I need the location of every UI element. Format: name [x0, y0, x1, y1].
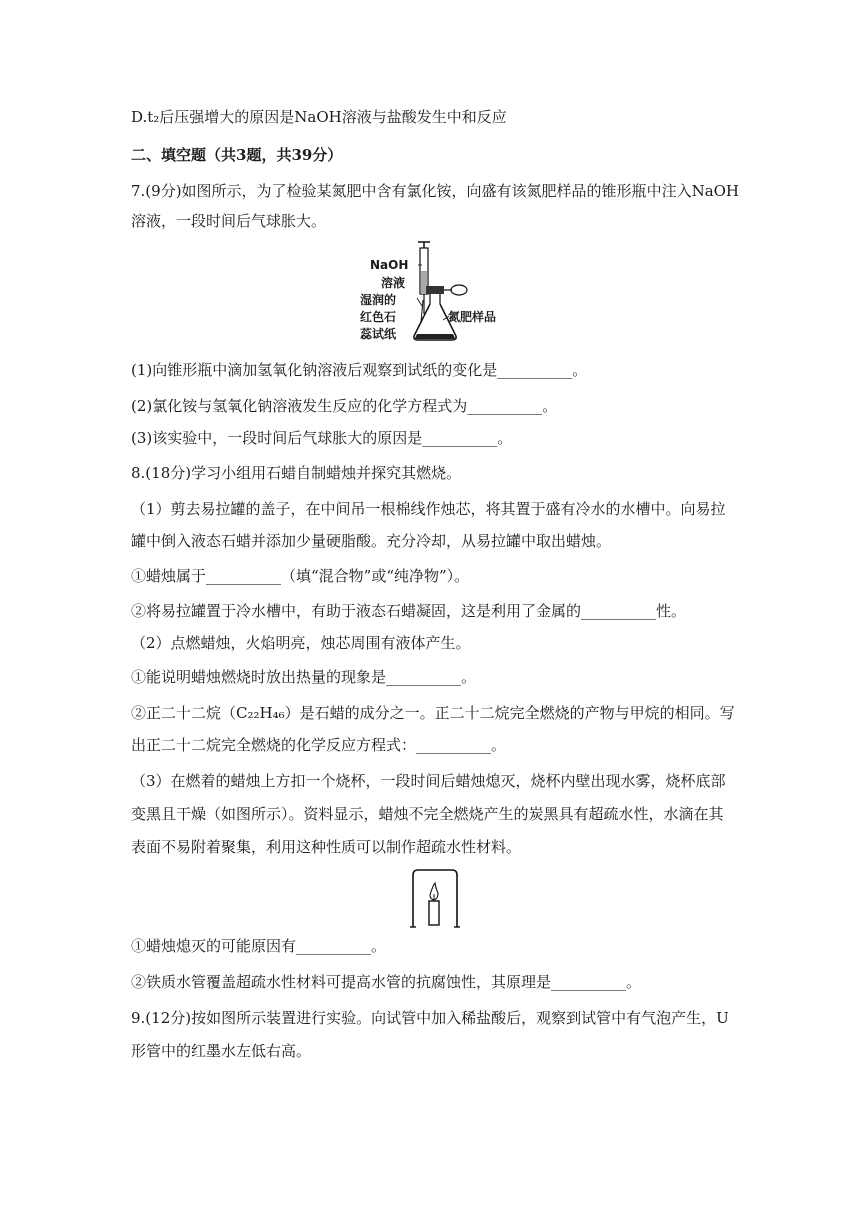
label-fertilizer-sample: 氮肥样品 [448, 310, 497, 324]
question-7-part-1: (1)向锥形瓶中滴加氢氧化钠溶液后观察到试纸的变化是__________。 [131, 361, 588, 379]
label-paper-line-1: 湿润的 [360, 293, 397, 307]
label-paper-line-2: 红色石 [360, 310, 397, 324]
question-8-part-2-q2-line-1: ②正二十二烷（C₂₂H₄₆）是石蜡的成分之一。正二十二烷完全燃烧的产物与甲烷的相同。写 [131, 704, 735, 722]
question-9-stem-line-1: 9.(12分)按如图所示装置进行实验。向试管中加入稀盐酸后，观察到试管中有气泡产生，U [131, 1009, 729, 1027]
question-8-part-3-q2: ②铁质水管覆盖超疏水性材料可提高水管的抗腐蚀性，其原理是__________。 [131, 973, 642, 991]
question-7-part-2: (2)氯化铵与氢氧化钠溶液发生反应的化学方程式为__________。 [131, 397, 558, 415]
candle-beaker-drawing [409, 867, 461, 931]
question-7-part-3: (3)该实验中，一段时间后气球胀大的原因是__________。 [131, 429, 513, 447]
question-8-part-1-q1: ①蜡烛属于__________（填“混合物”或“纯净物”）。 [131, 567, 470, 585]
question-8-part-1-q2: ②将易拉罐置于冷水槽中，有助于液态石蜡凝固，这是利用了金属的__________性。 [131, 602, 687, 620]
question-7-stem-line-1: 7.(9分)如图所示，为了检验某氮肥中含有氯化铵，向盛有该氮肥样品的锥形瓶中注入NaOH [131, 182, 740, 200]
question-8-stem: 8.(18分)学习小组用石蜡自制蜡烛并探究其燃烧。 [131, 464, 462, 482]
question-8-part-2: （2）点燃蜡烛，火焰明亮，烛芯周围有液体产生。 [131, 634, 471, 652]
question-8-part-3-line-2: 变黑且干燥（如图所示）。资料显示，蜡烛不完全燃烧产生的炭黑具有超疏水性，水滴在其 [131, 805, 724, 823]
label-solution: 溶液 [381, 276, 406, 290]
question-8-part-3-q1: ①蜡烛熄灭的可能原因有__________。 [131, 937, 387, 955]
question-6-option-d: D.t₂后压强增大的原因是NaOH溶液与盐酸发生中和反应 [131, 108, 507, 126]
ammonia-test-apparatus-drawing [360, 236, 520, 348]
ammonia-test-apparatus-figure [360, 236, 520, 348]
question-8-part-1-line-2: 罐中倒入液态石蜡并添加少量硬脂酸。充分冷却，从易拉罐中取出蜡烛。 [131, 532, 612, 550]
label-naoh: NaOH [370, 258, 409, 272]
question-8-part-3-line-3: 表面不易附着聚集，利用这种性质可以制作超疏水性材料。 [131, 838, 522, 856]
question-7-stem-line-2: 溶液，一段时间后气球胀大。 [131, 212, 327, 230]
section-heading: 二、填空题（共3题，共39分） [131, 146, 343, 164]
label-paper-line-3: 蕊试纸 [360, 327, 397, 341]
question-8-part-3-line-1: （3）在燃着的蜡烛上方扣一个烧杯，一段时间后蜡烛熄灭，烧杯内壁出现水雾，烧杯底部 [131, 772, 726, 790]
question-8-part-1-line-1: （1）剪去易拉罐的盖子，在中间吊一根棉线作烛芯，将其置于盛有冷水的水槽中。向易拉 [131, 500, 726, 518]
candle-beaker-figure [409, 867, 461, 931]
question-9-stem-line-2: 形管中的红墨水左低右高。 [131, 1042, 312, 1060]
question-8-part-2-q1: ①能说明蜡烛燃烧时放出热量的现象是__________。 [131, 668, 477, 686]
question-8-part-2-q2-line-2: 出正二十二烷完全燃烧的化学反应方程式：__________。 [131, 736, 507, 754]
